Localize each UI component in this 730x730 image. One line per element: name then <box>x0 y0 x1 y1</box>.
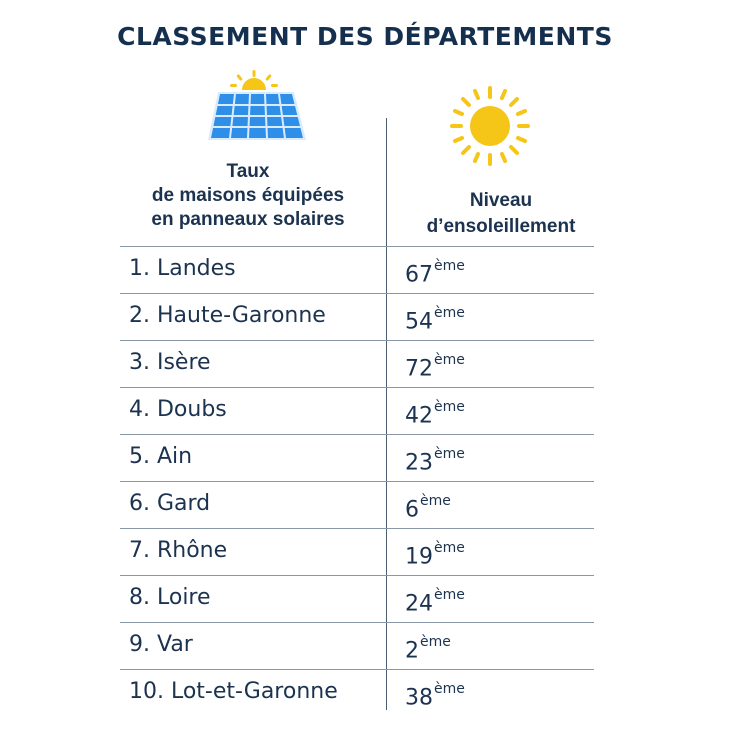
ranking-table <box>120 246 594 716</box>
header-left-line3: en panneaux solaires <box>151 209 345 230</box>
sunshine-rank-value: 6 <box>405 497 419 523</box>
header-left-line2: de maisons équipées <box>151 185 345 206</box>
sunshine-rank <box>405 630 451 666</box>
table-row <box>120 434 594 481</box>
department-rank: 2. Haute-Garonne <box>129 303 326 328</box>
table-row <box>120 246 594 293</box>
sunshine-rank-value: 72 <box>405 356 433 382</box>
column-header-solar-rate <box>122 160 374 232</box>
department-rank: 10. Lot-et-Garonne <box>129 679 338 704</box>
sunshine-rank-value: 67 <box>405 262 433 288</box>
table-row <box>120 622 594 669</box>
ordinal-suffix: ème <box>420 493 451 509</box>
department-rank: 4. Doubs <box>129 397 227 422</box>
ordinal-suffix: ème <box>434 587 465 603</box>
sunshine-rank-value: 19 <box>405 544 433 570</box>
ordinal-suffix: ème <box>434 305 465 321</box>
table-row <box>120 575 594 622</box>
sunshine-rank-value: 42 <box>405 403 433 429</box>
department-rank: 8. Loire <box>129 585 211 610</box>
ordinal-suffix: ème <box>434 258 465 274</box>
table-row <box>120 340 594 387</box>
column-header-sunshine-level <box>396 188 606 240</box>
sunshine-rank-value: 54 <box>405 309 433 335</box>
sunshine-rank-value: 38 <box>405 685 433 711</box>
ordinal-suffix: ème <box>434 446 465 462</box>
header-right-line2: d’ensoleillement <box>426 216 576 237</box>
sunshine-rank <box>405 395 465 431</box>
page-title: CLASSEMENT DES DÉPARTEMENTS <box>117 22 613 51</box>
ordinal-suffix: ème <box>434 681 465 697</box>
department-rank: 9. Var <box>129 632 193 657</box>
department-rank: 3. Isère <box>129 350 211 375</box>
table-row <box>120 481 594 528</box>
header-left-line1: Taux <box>226 161 270 182</box>
sunshine-rank-value: 2 <box>405 638 419 664</box>
table-row <box>120 528 594 575</box>
sunshine-rank-value: 23 <box>405 450 433 476</box>
ordinal-suffix: ème <box>420 634 451 650</box>
sunshine-rank-value: 24 <box>405 591 433 617</box>
table-row <box>120 669 594 716</box>
department-rank: 1. Landes <box>129 256 236 281</box>
sunshine-rank <box>405 583 465 619</box>
sunshine-rank <box>405 489 451 525</box>
sunshine-rank <box>405 677 465 713</box>
sunshine-rank <box>405 301 465 337</box>
sunshine-rank <box>405 254 465 290</box>
ordinal-suffix: ème <box>434 352 465 368</box>
sun-icon <box>450 86 530 171</box>
sunshine-rank <box>405 348 465 384</box>
sunshine-rank <box>405 442 465 478</box>
department-rank: 7. Rhône <box>129 538 228 563</box>
sunshine-rank <box>405 536 465 572</box>
header-right-line1: Niveau <box>469 190 533 211</box>
solar-panel-icon <box>208 68 308 149</box>
ordinal-suffix: ème <box>434 399 465 415</box>
ordinal-suffix: ème <box>434 540 465 556</box>
table-row <box>120 387 594 434</box>
table-row <box>120 293 594 340</box>
department-rank: 6. Gard <box>129 491 211 516</box>
department-rank: 5. Ain <box>129 444 193 469</box>
